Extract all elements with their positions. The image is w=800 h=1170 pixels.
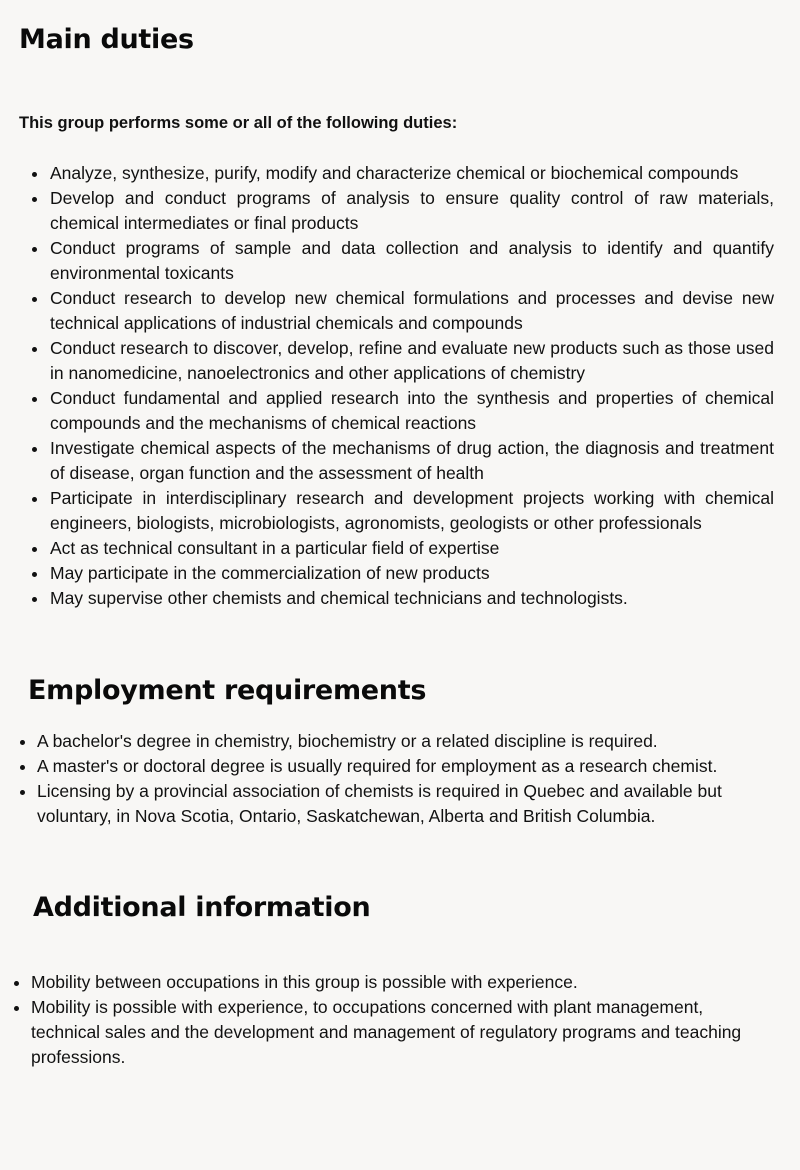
- bullet-icon: [32, 597, 37, 602]
- bullet-icon: [14, 981, 19, 986]
- bullet-icon: [32, 497, 37, 502]
- duty-item: [50, 486, 774, 536]
- employment-requirements-heading: Employment requirements: [28, 675, 427, 706]
- bullet-icon: [32, 197, 37, 202]
- additional-information-list: [31, 970, 771, 1070]
- info-item: [31, 970, 771, 995]
- duty-item: [50, 161, 774, 186]
- additional-information-heading: Additional information: [33, 892, 371, 923]
- duty-item-text: May supervise other chemists and chemical technicians and technologists.: [50, 588, 628, 608]
- duty-item-text: Develop and conduct programs of analysis to ensure quality control of raw materials, chemical intermediates or final products: [50, 188, 774, 233]
- bullet-icon: [32, 547, 37, 552]
- main-duties-intro: This group performs some or all of the following duties:: [19, 114, 458, 132]
- bullet-icon: [20, 790, 25, 795]
- duty-item-text: May participate in the commercialization of new products: [50, 563, 490, 583]
- bullet-icon: [20, 765, 25, 770]
- requirement-item: [37, 754, 757, 779]
- duty-item-text: Participate in interdisciplinary research and development projects working with chemical engineers, biologists, microbiologists, agronomists, geologists or other professionals: [50, 488, 774, 533]
- info-item-text: Mobility between occupations in this group is possible with experience.: [31, 972, 578, 992]
- bullet-icon: [20, 740, 25, 745]
- bullet-icon: [32, 347, 37, 352]
- duty-item-text: Conduct fundamental and applied research into the synthesis and properties of chemical compounds and the mechanisms of chemical reactions: [50, 388, 774, 433]
- requirement-item-text: A bachelor's degree in chemistry, biochemistry or a related discipline is required.: [37, 731, 658, 751]
- duty-item: [50, 386, 774, 436]
- duty-item: [50, 236, 774, 286]
- requirement-item-text: Licensing by a provincial association of chemists is required in Quebec and available but voluntary, in Nova Scotia, Ontario, Saskatchewan, Alberta and British Columbia.: [37, 781, 722, 826]
- info-item: [31, 995, 771, 1070]
- bullet-icon: [32, 172, 37, 177]
- bullet-icon: [14, 1006, 19, 1011]
- duty-item-text: Act as technical consultant in a particular field of expertise: [50, 538, 500, 558]
- bullet-icon: [32, 397, 37, 402]
- duty-item-text: Analyze, synthesize, purify, modify and characterize chemical or biochemical compounds: [50, 163, 739, 183]
- employment-requirements-list: [37, 729, 757, 829]
- bullet-icon: [32, 572, 37, 577]
- duty-item-text: Investigate chemical aspects of the mechanisms of drug action, the diagnosis and treatment of disease, organ function and the assessment of health: [50, 438, 774, 483]
- bullet-icon: [32, 247, 37, 252]
- info-item-text: Mobility is possible with experience, to occupations concerned with plant management, technical sales and the development and management of regulatory programs and teaching professions.: [31, 997, 742, 1067]
- duty-item: [50, 586, 774, 611]
- duty-item: [50, 436, 774, 486]
- bullet-icon: [32, 447, 37, 452]
- duty-item: [50, 336, 774, 386]
- duty-item: [50, 186, 774, 236]
- duty-item: [50, 561, 774, 586]
- main-duties-heading: Main duties: [19, 24, 194, 55]
- requirement-item: [37, 779, 757, 829]
- requirement-item-text: A master's or doctoral degree is usually required for employment as a research chemist.: [37, 756, 718, 776]
- duty-item: [50, 536, 774, 561]
- main-duties-list: [50, 161, 774, 611]
- duty-item-text: Conduct research to develop new chemical formulations and processes and devise new technical applications of industrial chemicals and compounds: [50, 288, 774, 333]
- duty-item-text: Conduct programs of sample and data collection and analysis to identify and quantify environmental toxicants: [50, 238, 774, 283]
- requirement-item: [37, 729, 757, 754]
- duty-item-text: Conduct research to discover, develop, refine and evaluate new products such as those used in nanomedicine, nanoelectronics and other applications of chemistry: [50, 338, 774, 383]
- duty-item: [50, 286, 774, 336]
- bullet-icon: [32, 297, 37, 302]
